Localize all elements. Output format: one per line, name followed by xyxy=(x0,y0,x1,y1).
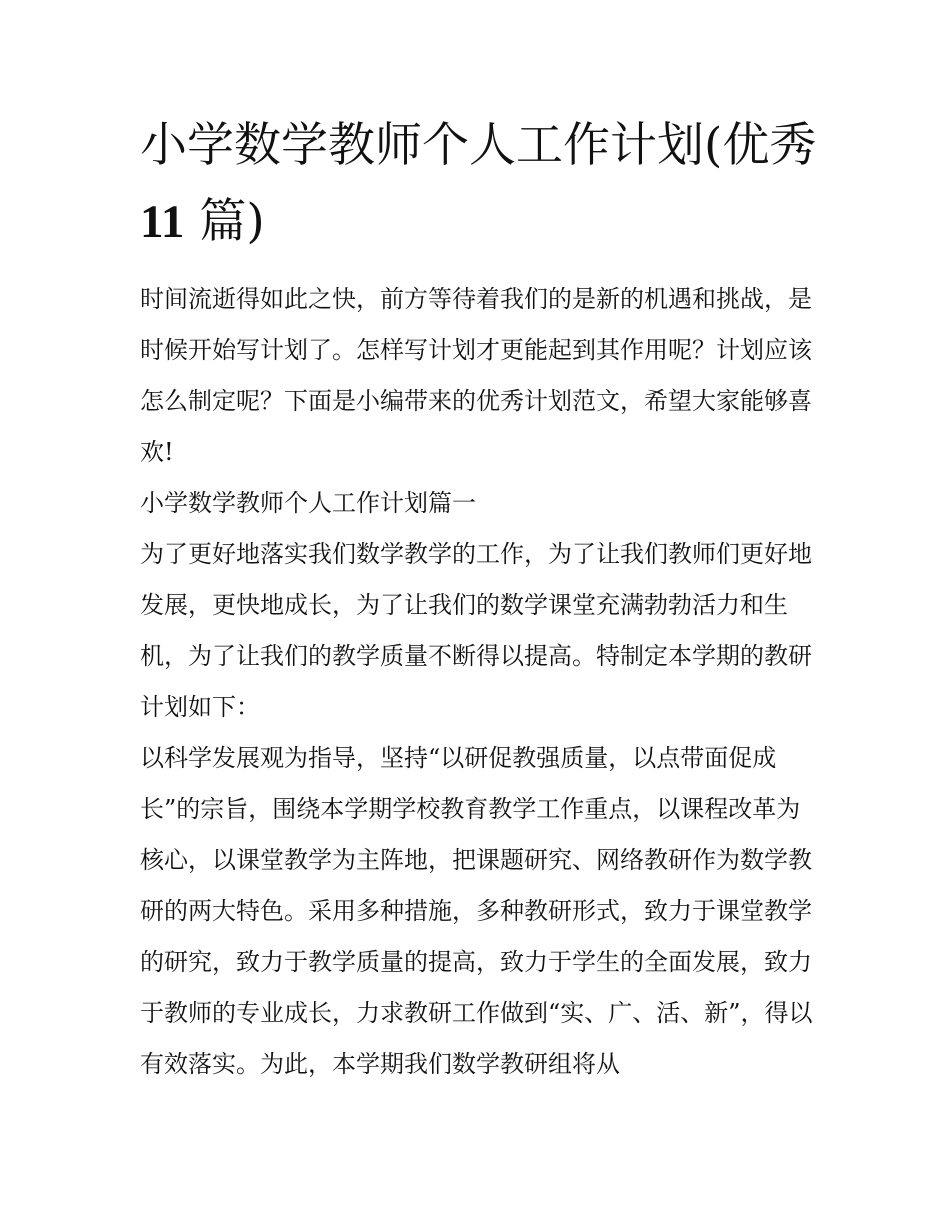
section-heading: 小学数学教师个人工作计划篇一 xyxy=(140,489,476,517)
body-paragraph-2: 以科学发展观为指导，坚持“以研促教强质量，以点带面促成长”的宗旨，围绕本学期学校教育教学工作重点，以课程改革为核心，以课堂教学为主阵地，把课题研究、网络教研作为数学教研的两大特色。采用多种措施，多种教研形式，致力于课堂教学的研究，致力于教学质量的提高，致力于学生的全面发展，致力于教师的专业成长，力求教研工作做到“实、广、活、新”，得以有效落实。为此，本学期我们数学教研组将从 xyxy=(140,744,813,1078)
title-text-part1: 小学数学教师个人工作计划(优秀 xyxy=(140,118,817,173)
document-body xyxy=(140,274,822,1090)
intro-paragraph: 时间流逝得如此之快，前方等待着我们的是新的机遇和挑战，是时候开始写计划了。怎样写计划才更能起到其作用呢？计划应该怎么制定呢？下面是小编带来的优秀计划范文，希望大家能够喜欢! xyxy=(140,285,812,466)
body-paragraph-1: 为了更好地落实我们数学教学的工作，为了让我们教师们更好地发展，更快地成长，为了让我们的数学课堂充满勃勃活力和生机，为了让我们的教学质量不断得以提高。特制定本学期的教研计划如下： xyxy=(140,540,812,721)
title-text-part2: 篇) xyxy=(199,194,265,249)
title-number: 11 xyxy=(140,196,185,248)
document-title xyxy=(140,108,820,260)
